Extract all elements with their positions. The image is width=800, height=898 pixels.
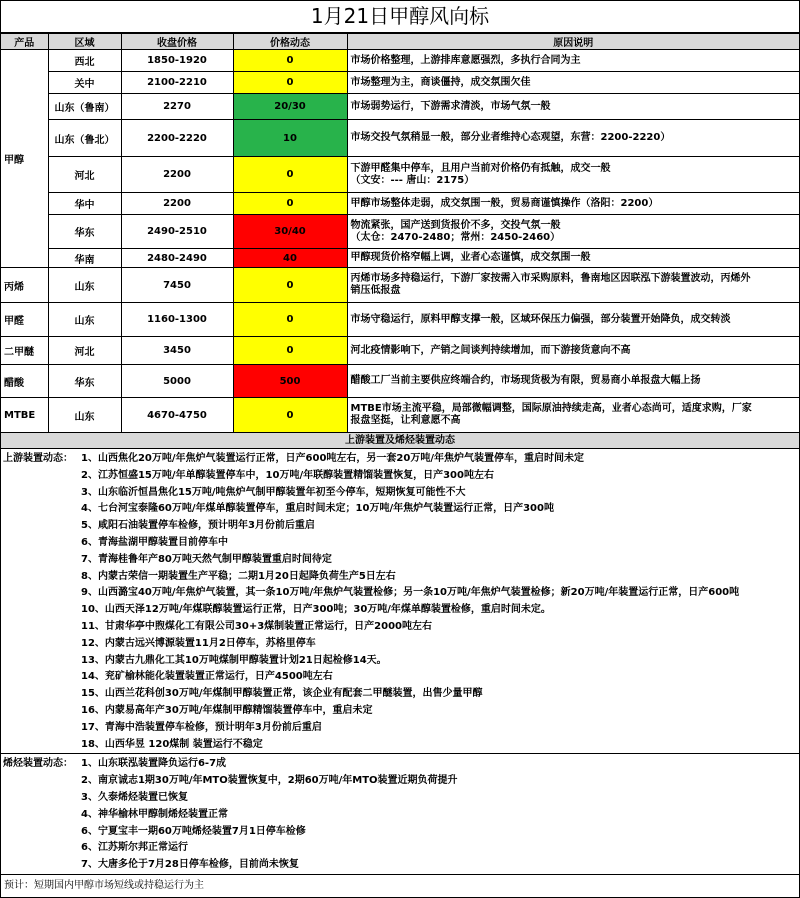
table-row [1,303,799,337]
forecast-text: 预计：短期国内甲醇市场短线或持稳运行为主 [4,879,204,891]
list-item [1,552,799,569]
table-row [1,50,799,72]
region-cell: 关中 [48,72,121,94]
reason-text: 物流紧张，国产送到货报价不多，交投气氛一般 [350,219,561,231]
region-cell: 华中 [48,193,121,215]
list-item [1,451,799,468]
region-cell: 华东 [48,215,121,249]
list-item [1,485,799,502]
list-item [1,703,799,720]
reason-text: 市场弱势运行，下游需求清淡，市场气氛一般 [350,100,551,112]
list-item [1,840,799,857]
region-cell: 山东 [48,268,121,303]
reason-cell [347,303,799,337]
list-item-text: 6、江苏斯尔邦正常运行 [81,842,188,854]
list-item [1,518,799,535]
list-item-text: 3、山东临沂恒昌焦化15万吨/吨焦炉气制甲醇装置年初至今停车，短期恢复可能性不大 [81,486,466,498]
table-header-row [1,34,799,50]
product-dme: 二甲醚 [1,337,48,365]
table-row [1,249,799,268]
list-item [1,585,799,602]
table-row [1,72,799,94]
price-cell: 1850-1920 [121,50,233,72]
upstream-block [1,449,799,754]
region-cell: 山东 [48,303,121,337]
list-item-text: 4、神华榆林甲醇制烯烃装置正常 [81,808,228,820]
reason-cell [347,120,799,157]
list-item-text: 1、山东联泓装置降负运行6-7成 [81,758,227,770]
list-item-text: 4、七台河宝泰隆60万吨/年煤单醇装置停车，重启时间未定；10万吨/年焦炉气装置运行正常，日产300吨 [81,503,554,515]
page-title: 1月21日甲醇风向标 [1,1,799,33]
product-mtbe: MTBE [1,398,48,433]
list-item [1,535,799,552]
table-row [1,94,799,120]
price-cell: 2200-2220 [121,120,233,157]
change-cell: 30/40 [233,215,347,249]
reason-cell [347,398,799,433]
reason-cell [347,94,799,120]
list-item-text: 5、咸阳石油装置停车检修，预计明年3月份前后重启 [81,520,315,532]
region-cell: 河北 [48,157,121,193]
list-item [1,669,799,686]
region-cell: 西北 [48,50,121,72]
reason-text: 销压低报盘 [350,285,401,296]
list-item-text: 7、大唐多伦于7月28日停车检修，目前尚未恢复 [81,859,299,871]
price-cell: 2200 [121,193,233,215]
price-cell: 2270 [121,94,233,120]
list-item-text: 7、青海桂鲁年产80万吨天然气制甲醇装置重启时间待定 [81,553,332,565]
olefin-label: 烯烃装置动态： [3,758,73,770]
product-propylene: 丙烯 [1,268,48,303]
reason-text: （太仓：2470-2480；常州：2450-2460） [350,231,561,243]
product-acetic-acid: 醋酸 [1,365,48,398]
region-cell: 山东（鲁南） [48,94,121,120]
reason-text: MTBE市场主流平稳，局部微幅调整，国际原油持续走高，业者心态尚可，适度求购，厂家 [350,403,752,414]
list-item [1,619,799,636]
header-price-change: 价格动态 [233,34,347,50]
table-row [1,193,799,215]
change-cell: 0 [233,398,347,433]
price-cell: 2100-2210 [121,72,233,94]
reason-cell [347,72,799,94]
change-cell: 0 [233,193,347,215]
list-item-text: 10、山西天泽12万吨/年煤联醇装置运行正常，日产300吨；30万吨/年煤单醇装置检修，重启时间未定。 [81,604,551,616]
change-cell: 0 [233,337,347,365]
price-cell: 4670-4750 [121,398,233,433]
change-cell: 10 [233,120,347,157]
change-cell: 0 [233,72,347,94]
list-item-text: 9、山西潞宝40万吨/年焦炉气装置，其一条10万吨/年焦炉气装置检修；另一条10万吨/年焦炉气装置检修；新20万吨/年装置运行正常，日产600吨 [81,587,740,599]
list-item [1,636,799,653]
list-item [1,720,799,737]
change-cell: 0 [233,50,347,72]
list-item-text: 13、内蒙古九鼎化工其10万吨煤制甲醇装置计划21日起检修14天。 [81,654,387,666]
list-item [1,737,799,754]
reason-cell [347,50,799,72]
list-item-text: 16、内蒙易高年产30万吨/年煤制甲醇精馏装置停车中，重启未定 [81,704,373,716]
list-item [1,773,799,790]
reason-cell [347,215,799,249]
table-row [1,398,799,433]
change-cell: 500 [233,365,347,398]
change-cell: 40 [233,249,347,268]
list-item [1,653,799,670]
reason-text: 河北疫情影响下，产销之间谈判持续增加，而下游接货意向不高 [350,344,631,356]
header-close-price: 收盘价格 [121,34,233,50]
reason-text: 市场整理为主，商谈僵持，成交氛围欠佳 [350,76,531,88]
list-item-text: 6、宁夏宝丰一期60万吨烯烃装置7月1日停车检修 [81,825,306,837]
list-item [1,857,799,874]
list-item [1,468,799,485]
list-item [1,602,799,619]
reason-text: 市场交投气氛稍显一般，部分业者维持心态观望，东营：2200-2220） [350,132,671,143]
change-cell: 0 [233,303,347,337]
list-item-text: 2、江苏恒盛15万吨/年单醇装置停车中，10万吨/年联醇装置精馏装置恢复，日产300吨左右 [81,469,494,481]
price-cell: 2480-2490 [121,249,233,268]
list-item-text: 8、内蒙古荣信一期装置生产平稳；二期1月20日起降负荷生产5日左右 [81,570,396,582]
list-item-text: 18、山西华昱 120煤制 装置运行不稳定 [81,738,263,750]
region-cell: 河北 [48,337,121,365]
price-cell: 5000 [121,365,233,398]
list-item [1,756,799,773]
list-item [1,569,799,586]
reason-cell [347,365,799,398]
list-item-text: 2、南京诚志1期30万吨/年MTO装置恢复中，2期60万吨/年MTO装置近期负荷提升 [81,775,458,787]
price-cell: 3450 [121,337,233,365]
list-item-text: 12、内蒙古远兴博源装置11月2日停车，苏格里停车 [81,637,316,649]
section-title: 上游装置及烯烃装置动态 [1,433,799,449]
list-item [1,686,799,703]
table-row [1,215,799,249]
reason-cell [347,249,799,268]
reason-text: （文安：--- 唐山：2175） [350,174,475,186]
price-cell: 7450 [121,268,233,303]
reason-text: 报盘坚挺，让利意愿不高 [350,415,461,426]
olefin-block [1,754,799,875]
table-row [1,365,799,398]
table-row [1,268,799,303]
change-cell: 20/30 [233,94,347,120]
list-item-text: 15、山西兰花科创30万吨/年煤制甲醇装置正常，该企业有配套二甲醚装置，出售少量甲醇 [81,688,483,700]
list-item [1,824,799,841]
region-cell: 山东（鲁北） [48,120,121,157]
upstream-label: 上游装置动态： [3,453,73,464]
price-cell: 1160-1300 [121,303,233,337]
reason-cell [347,157,799,193]
product-methanol: 甲醇 [1,50,48,268]
price-cell: 2490-2510 [121,215,233,249]
list-item-text: 14、兖矿榆林能化装置装置正常运行，日产4500吨左右 [81,671,333,683]
table-row [1,157,799,193]
list-item-text: 11、甘肃华亭中煦煤化工有限公司30+3煤制装置正常运行，日产2000吨左右 [81,620,433,632]
reason-text: 醋酸工厂当前主要供应终端合约，市场现货极为有限，贸易商小单报盘大幅上扬 [350,375,701,386]
table-row [1,120,799,157]
reason-text: 市场价格整理，上游排库意愿强烈，多执行合同为主 [350,54,581,66]
header-product: 产品 [1,34,48,50]
reason-text: 甲醇市场整体走弱，成交氛围一般，贸易商谨慎操作（洛阳：2200） [350,197,659,209]
reason-cell [347,268,799,303]
header-region: 区域 [48,34,121,50]
reason-text: 下游甲醛集中停车，且用户当前对价格仍有抵触，成交一般 [350,162,611,174]
product-formaldehyde: 甲醛 [1,303,48,337]
region-cell: 华南 [48,249,121,268]
reason-cell [347,193,799,215]
price-table [1,33,799,433]
change-cell: 0 [233,157,347,193]
table-row [1,337,799,365]
list-item-text: 3、久泰烯烃装置已恢复 [81,791,188,803]
region-cell: 山东 [48,398,121,433]
list-item-text: 17、青海中浩装置停车检修，预计明年3月份前后重启 [81,721,322,733]
list-item [1,501,799,518]
region-cell: 华东 [48,365,121,398]
header-reason: 原因说明 [347,34,799,50]
list-item [1,790,799,807]
price-cell: 2200 [121,157,233,193]
reason-cell [347,337,799,365]
reason-text: 甲醇现货价格窄幅上调，业者心态谨慎，成交氛围一般 [350,252,591,263]
list-item [1,807,799,824]
change-cell: 0 [233,268,347,303]
reason-text: 丙烯市场多持稳运行，下游厂家按需入市采购原料，鲁南地区因联泓下游装置波动，丙烯外 [350,273,751,284]
list-item-text: 1、山西焦化20万吨/年焦炉气装置运行正常，日产600吨左右，另一套20万吨/年焦炉气装置停车，重启时间未定 [81,453,584,464]
reason-text: 市场守稳运行，原料甲醇支撑一般，区域环保压力偏强，部分装置开始降负，成交转淡 [350,313,731,325]
list-item-text: 6、青海盐湖甲醇装置目前停车中 [81,536,228,548]
